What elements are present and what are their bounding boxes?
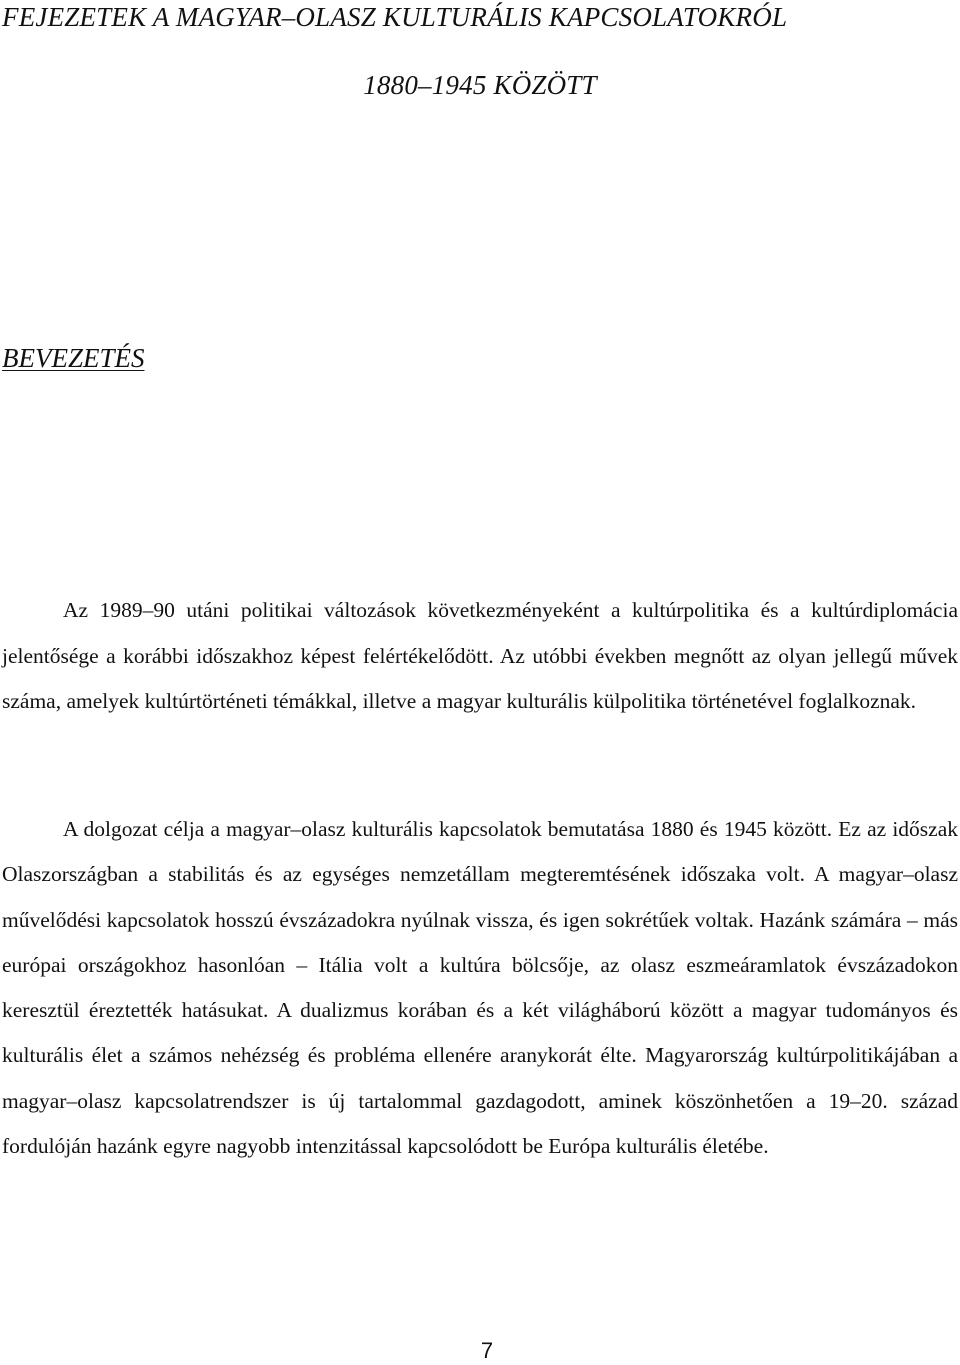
section-heading: BEVEZETÉS xyxy=(2,343,145,373)
paragraph-aim xyxy=(2,807,958,1169)
page-number: 7 xyxy=(480,1338,494,1363)
document-title-line-2: 1880–1945 KÖZÖTT xyxy=(363,70,597,100)
document-title-line-1: FEJEZETEK A MAGYAR–OLASZ KULTURÁLIS KAPCSOLATOKRÓL xyxy=(2,2,788,32)
paragraph-introduction xyxy=(2,588,958,725)
paragraph-text: Az 1989–90 utáni politikai változások következményeként a kultúrpolitika és a kultúrdiplomácia jelentősége a korábbi időszakhoz képest felértékelődött. Az utóbbi években megnőtt az olyan jellegű művek száma, amelyek kultúrtörténeti témákkal, illetve a magyar kulturális külpolitika történetével foglalkoznak. xyxy=(2,598,958,713)
paragraph-text: A dolgozat célja a magyar–olasz kulturális kapcsolatok bemutatása 1880 és 1945 között. Ez az időszak Olaszországban a stabilitás és az egységes nemzetállam megteremtésének időszaka volt. A magyar–olasz művelődési kapcsolatok hosszú évszázadokra nyúlnak vissza, és igen sokrétűek voltak. Hazánk számára – más európai országokhoz hasonlóan – Itália volt a kultúra bölcsője, az olasz eszmeáramlatok évszázadokon keresztül éreztették hatásukat. A dualizmus korában és a két világháború között a magyar tudományos és kulturális élet a számos nehézség és probléma ellenére aranykorát élte. Magyarország kultúrpolitikájában a magyar–olasz kapcsolatrendszer is új tartalommal gazdagodott, aminek köszönhetően a 19–20. század fordulóján hazánk egyre nagyobb intenzitással kapcsolódott be Európa kulturális életébe. xyxy=(2,817,958,1159)
